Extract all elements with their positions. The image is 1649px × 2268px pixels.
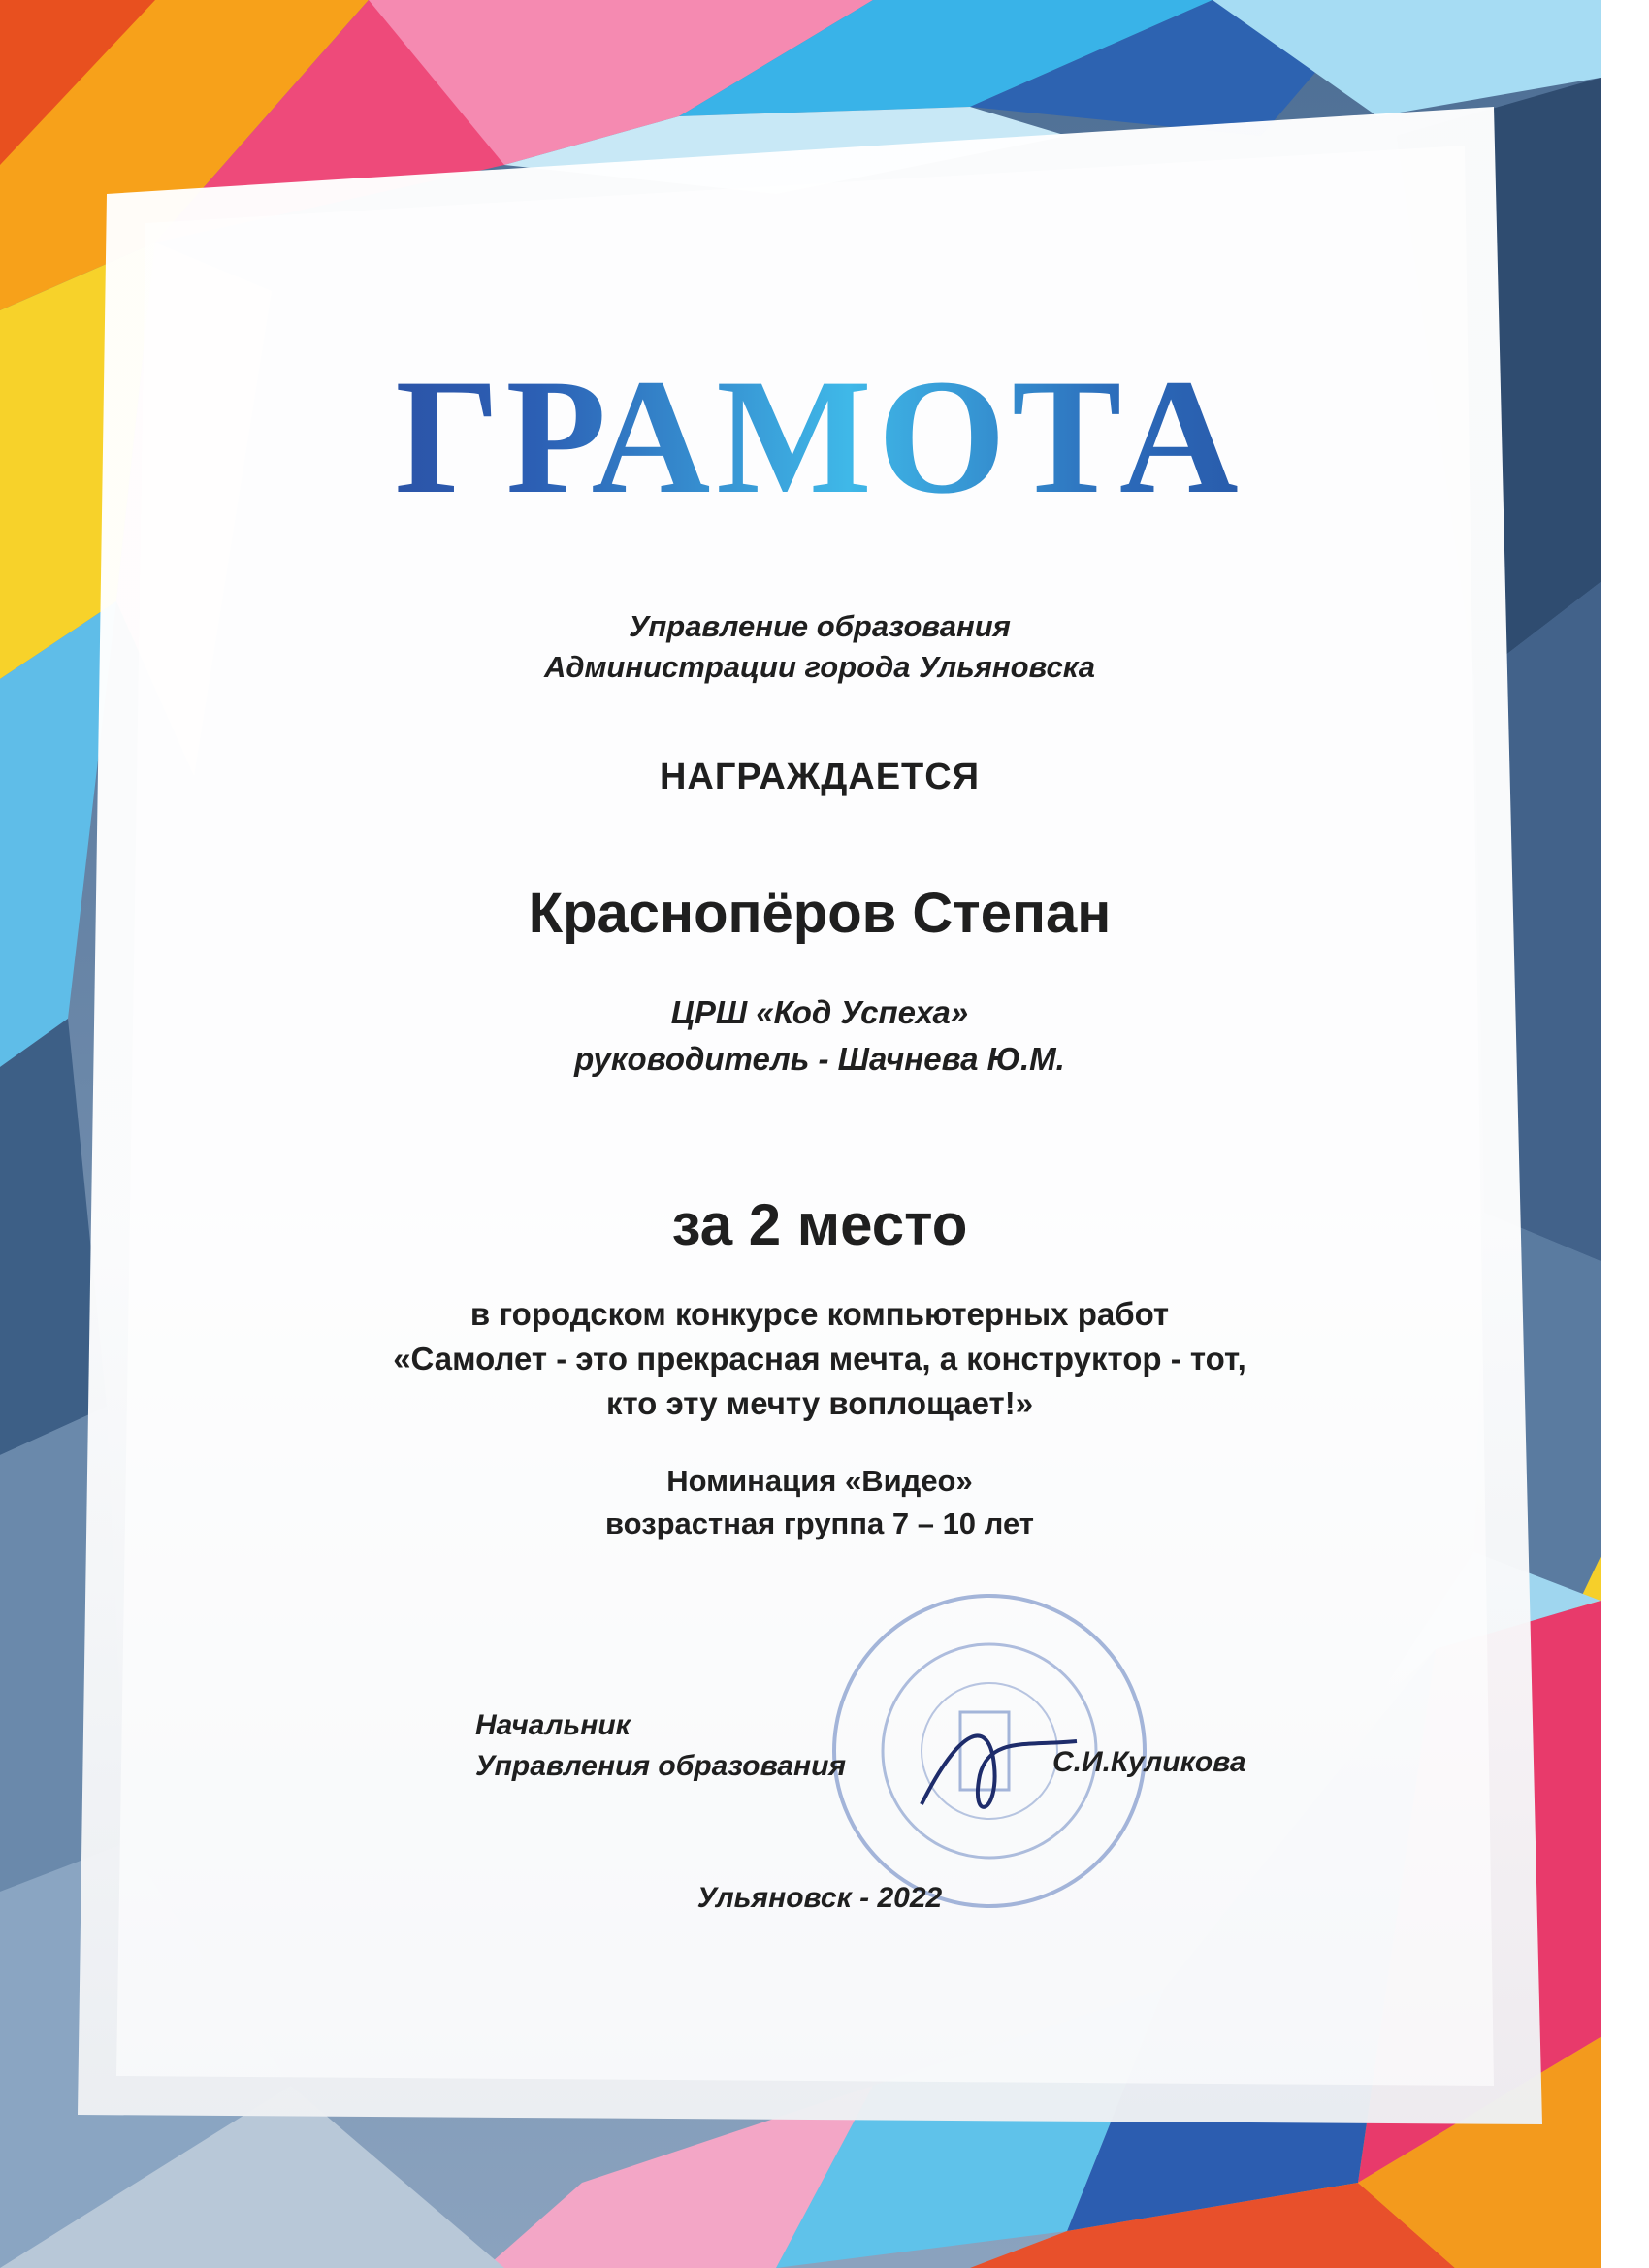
certificate-title: ГРАМОТА [107,354,1533,519]
city-year: Ульяновск - 2022 [696,1882,943,1914]
issuer-line-2: Администрации города Ульяновска [543,650,1096,684]
signer-title-line-2: Управления образования [475,1750,847,1782]
awarded-label: НАГРАЖДАЕТСЯ [659,757,981,797]
school-block [107,989,1533,1083]
signer-name: С.И.Куликова [1052,1746,1246,1778]
contest-line-1: в городском конкурсе компьютерных работ [469,1296,1170,1332]
contest-description [107,1292,1533,1426]
contest-line-3: кто эту мечту воплощает!» [605,1385,1034,1421]
signer-title-line-1: Начальник [475,1709,630,1741]
nomination-block [107,1460,1533,1545]
age-group: возрастная группа 7 – 10 лет [605,1507,1034,1540]
signer-title [475,1705,846,1787]
nomination-name: Номинация «Видео» [666,1464,973,1498]
supervisor: руководитель - Шачнева Ю.М. [574,1041,1065,1077]
issuer-line-1: Управление образования [629,609,1011,643]
issuer-block [107,606,1533,688]
contest-line-2: «Самолет - это прекрасная мечта, а конструктор - тот, [393,1341,1246,1377]
recipient-name: Краснопёров Степан [528,882,1112,945]
place-awarded: за 2 место [671,1192,968,1257]
school-name: ЦРШ «Код Успеха» [670,994,969,1030]
